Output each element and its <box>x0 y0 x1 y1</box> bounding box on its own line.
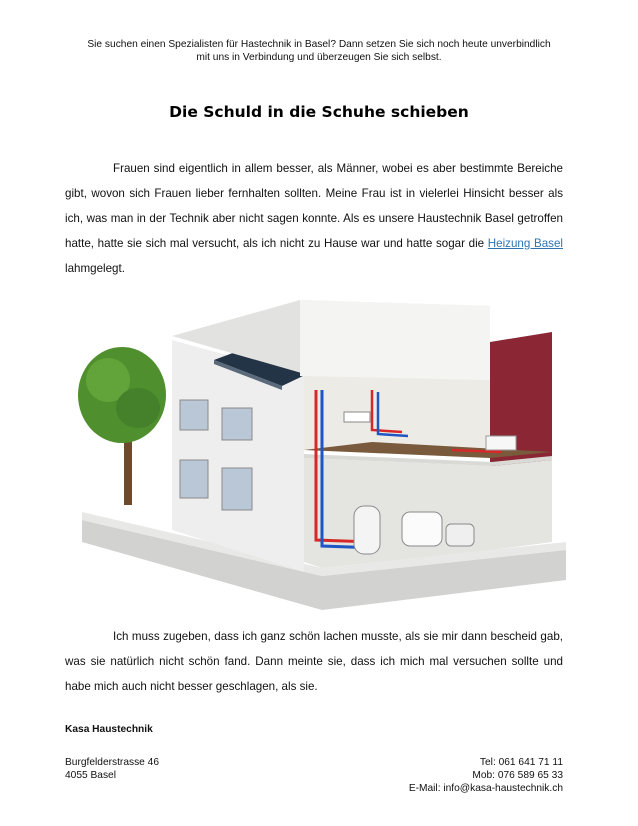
contact-email: E-Mail: info@kasa-haustechnik.ch <box>408 783 563 794</box>
paragraph-1-text: Frauen sind eigentlich in allem besser, als Männer, wobei es aber bestimmte Bereiche gibt, wovon sich Frauen lieber fernhalten sollten. Meine Frau ist in vielerlei Hinsicht besser als ich, was man in der Technik aber nicht sagen konnte. Als es unsere Haustechnik Basel getroffen hatte, hatte sie sich mal versucht, als ich nicht zu Hause war und hatte sogar die <box>65 162 563 250</box>
contact-tel: Tel: 061 641 71 11 <box>479 757 563 768</box>
page-header <box>70 38 568 64</box>
paragraph-2 <box>65 624 563 699</box>
boiler-tank <box>354 506 380 554</box>
address-street: Burgfelderstrasse 46 <box>65 757 160 768</box>
paragraph-1-end: lahmgelegt. <box>65 262 125 275</box>
address-city: 4055 Basel <box>65 770 116 781</box>
paragraph-1 <box>65 156 563 281</box>
house-heating-illustration <box>72 280 566 612</box>
window <box>180 400 208 430</box>
window <box>222 408 252 440</box>
heating-unit <box>402 512 442 546</box>
radiator <box>486 436 516 450</box>
paragraph-2-text: Ich muss zugeben, dass ich ganz schön lachen musste, als sie mir dann bescheid gab, was sie natürlich nicht schön fand. Dann meinte sie, dass ich mich mal versuchen sollte und habe mich auch nicht besser geschlagen, als sie. <box>65 630 563 693</box>
company-contact <box>65 756 563 795</box>
heizung-basel-link[interactable]: Heizung Basel <box>487 237 563 250</box>
contact-mob: Mob: 076 589 65 33 <box>472 770 563 781</box>
window <box>222 468 252 510</box>
article-title: Die Schuld in die Schuhe schieben <box>169 103 469 121</box>
header-line-1: Sie suchen einen Spezialisten für Hastechnik in Basel? Dann setzen Sie sich noch heute unverbindlich <box>87 39 551 50</box>
window <box>180 460 208 498</box>
company-name: Kasa Haustechnik <box>65 724 153 735</box>
sink <box>344 412 370 422</box>
header-line-2: mit uns in Verbindung und überzeugen Sie sich selbst. <box>196 52 442 63</box>
